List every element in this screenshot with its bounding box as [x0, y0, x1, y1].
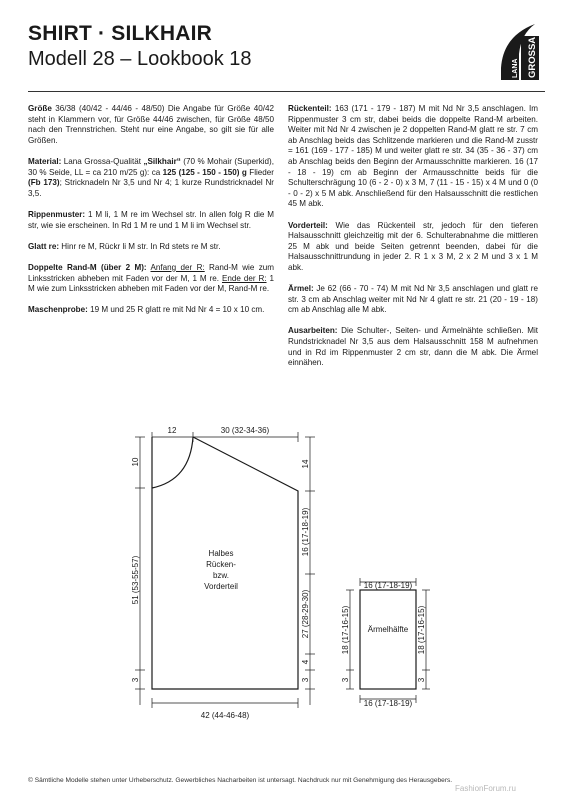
pattern-subtitle: Modell 28 – Lookbook 18 — [28, 48, 252, 70]
dim-neck-depth: 10 — [131, 457, 140, 467]
material-section: Material: Lana Grossa-Qualität „Silkhair“ (70 % Mohair (Superkid), 30 % Seide, LL = ca 210 m/25 g): ca 125 (125 - 150 - 150) g Flieder (Fb 173); Stricknadeln Nr 3,5 und Nr 4; 1 kurze Rundstricknadel Nr 3,5. — [28, 156, 274, 198]
body-label-line2: Rücken- — [206, 560, 236, 569]
stockinette-section: Glatt re: Hinr re M, Rückr li M str. In Rd stets re M str. — [28, 241, 221, 251]
logo-text-lana: LANA — [512, 58, 519, 78]
sleeve-label: Ärmelhälfte — [367, 625, 409, 634]
finishing-section: Ausarbeiten: Die Schulter-, Seiten- und Ärmelnähte schließen. Mit Rundstricknadel Nr 3,5 aus dem Halsausschnitt 158 M aufnehmen und in Rd im Rippenmuster 2 cm str, dann die M abk. Die Ärmel einnähen. — [288, 326, 538, 368]
sleeve-dim-left: 18 (17-16-15) — [341, 605, 350, 655]
dim-right-rib: 3 — [301, 677, 310, 683]
sleeve-dim-bottom: 16 (17-18-19) — [363, 699, 413, 708]
dim-armhole-depth: 16 (17-18-19) — [301, 507, 310, 557]
sleeve-dim-left-rib: 3 — [341, 677, 350, 683]
size-section: Größe 36/38 (40/42 - 44/46 - 48/50) Die Angabe für Größe 40/42 steht in Klammern vor, für Größe 44/46 zwischen, für Größe 48/50 nach den Trennstrichen. Steht nur eine Angabe, so gilt sie für alle Größen. — [28, 104, 274, 145]
copyright-footer: © Sämtliche Modelle stehen unter Urheberschutz. Gewerbliches Nacharbeiten ist untersagt. Nachdruck nur mit Genehmigung des Herausgebers. — [28, 777, 453, 784]
dim-shoulder-width: 30 (32-34-36) — [220, 426, 270, 435]
dim-bottom-width: 42 (44-46-48) — [200, 711, 250, 720]
instructions-right-column — [288, 104, 538, 379]
dim-slit: 4 — [301, 659, 310, 665]
header-divider — [28, 91, 545, 92]
neckline-curve — [152, 437, 193, 488]
page-header — [28, 22, 252, 72]
body-outline — [152, 437, 298, 689]
logo-text-grossa: GROSSA — [527, 36, 538, 78]
dim-left-rib: 3 — [131, 677, 140, 683]
body-label-line4: Vorderteil — [204, 582, 238, 591]
sleeve-outline — [360, 590, 416, 689]
dim-shoulder-slope: 14 — [301, 459, 310, 469]
sleeve-section: Ärmel: Je 62 (66 - 70 - 74) M mit Nd Nr 3,5 anschlagen und glatt re str. 3 cm ab Anschlag weiter mit Nd Nr 4 glatt re str. 21 (20 - 19 - 18) cm ab Anschlag alle M abk. — [288, 284, 538, 315]
dim-side-length: 27 (28-29-30) — [301, 589, 310, 639]
sleeve-dim-top: 16 (17-18-19) — [363, 581, 413, 590]
front-section: Vorderteil: Wie das Rückenteil str, jedoch für den tieferen Halsausschnitt gleichzeitig mit der 6. Schulterabnahme die mittleren 25 M abk und beide Seiten getrennt beenden, dabei für die Halsausschnittrundung in jeder 2. R 1 x 3 M, 2 x 2 M und 3 x 1 M abk. — [288, 220, 538, 272]
double-edge-section: Doppelte Rand-M (über 2 M): Anfang der R: Rand-M wie zum Linksstricken abheben mit Faden vor der M, 1 M re. Ende der R: 1 M wie zum Linksstricken abheben mit Faden vor der M, Rand-M re. — [28, 262, 274, 294]
dimension-lines — [135, 432, 430, 708]
body-label-line1: Halbes — [208, 549, 234, 558]
lana-grossa-logo — [497, 20, 547, 84]
gauge-section: Maschenprobe: 19 M und 25 R glatt re mit Nd Nr 4 = 10 x 10 cm. — [28, 305, 265, 315]
pattern-title: SHIRT · SILKHAIR — [28, 22, 213, 45]
dim-neck-width: 12 — [167, 426, 177, 435]
body-label-line3: bzw. — [212, 571, 230, 580]
instructions-left-column — [28, 104, 274, 326]
dim-total-length: 51 (53-55-57) — [131, 555, 140, 605]
sleeve-dim-right: 18 (17-16-15) — [417, 605, 426, 655]
rib-pattern-section: Rippenmuster: 1 M li, 1 M re im Wechsel str. In allen folg R die M str, wie sie erscheinen. In Rd 1 M re und 1 M li im Wechsel str. — [28, 209, 274, 230]
watermark: FashionForum.ru — [455, 784, 516, 793]
sleeve-dim-right-rib: 3 — [417, 677, 426, 683]
back-section: Rückenteil: 163 (171 - 179 - 187) M mit Nd Nr 3,5 anschlagen. Im Rippenmuster 3 cm str, dabei beids die doppelte Rand-M arbeiten. Weiter mit Nd Nr 4 zwischen je 2 doppelten Rand-M glatt re str. 7 cm ab Anschlag beids das Schlitzende markieren und die Rand-M zusstr = 161 (169 - 177 - 185) M und weiter glatt re str. 34 (35 - 36 - 37) cm ab Anschlag beids den Beginn der Armausschnitte markieren. 16 (17 - 18 - 19) cm ab Beginn der Armausschnitte beids für die Schulterschrägung 10 (6 - 2 - 0) x 3 M, 7 (11 - 15 - 15) x 4 M und 0 (0 - 0 - 2) x 5 M abk. Anschließend für den Halsausschnitt die restlichen 45 M abk. — [288, 104, 538, 209]
